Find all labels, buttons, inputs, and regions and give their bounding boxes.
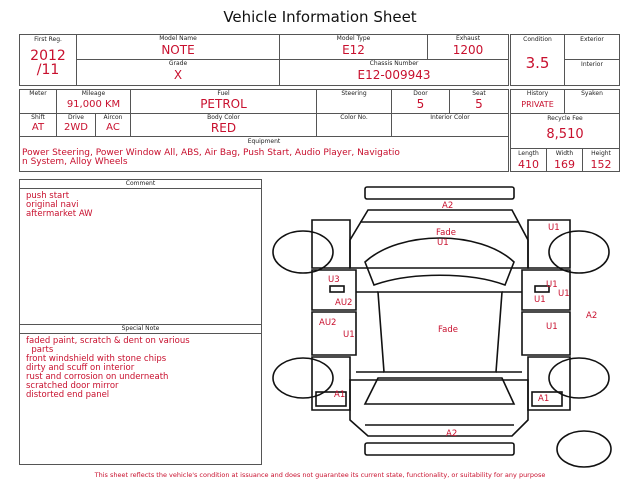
special-note-line: front windshield with stone chips <box>26 354 167 364</box>
condition-value: 3.5 <box>525 54 550 72</box>
damage-mark: A1 <box>538 394 550 404</box>
model-type-value: E12 <box>342 43 365 57</box>
steering-label: Steering <box>341 90 367 97</box>
width-label: Width <box>555 150 574 157</box>
exterior-label: Exterior <box>580 36 604 43</box>
history-label: History <box>526 90 549 97</box>
right-rear-door <box>522 312 570 355</box>
width-value: 169 <box>554 158 575 171</box>
color-no-label: Color No. <box>340 114 368 121</box>
fuel-label: Fuel <box>217 90 230 97</box>
equipment-label: Equipment <box>247 138 281 145</box>
damage-mark: U1 <box>558 289 570 299</box>
body-color-value: RED <box>210 121 237 135</box>
interior-label: Interior <box>581 61 603 68</box>
damage-mark: U1 <box>548 223 560 233</box>
aircon-value: AC <box>106 122 120 133</box>
condition-label: Condition <box>523 36 552 43</box>
rear-bumper <box>365 443 514 455</box>
first-reg-label: First Reg. <box>34 36 62 43</box>
first-reg-year: 2012 <box>30 48 66 64</box>
syaken-label: Syaken <box>581 90 603 97</box>
damage-mark: U3 <box>328 275 340 285</box>
comment-line: aftermarket AW <box>26 209 93 219</box>
comment-line: original navi <box>26 200 79 210</box>
chassis-label: Chassis Number <box>369 60 419 67</box>
height-label: Height <box>591 150 611 157</box>
grade-label: Grade <box>168 60 188 67</box>
exhaust-label: Exhaust <box>455 35 481 42</box>
disclaimer-footer: This sheet reflects the vehicle's condition at issuance and does not guarantee its current state, functionality, or suitability for any purpose <box>94 471 546 479</box>
damage-mark: A2 <box>442 201 454 211</box>
special-note-line: distorted end panel <box>26 390 110 400</box>
recycle-fee-label: Recycle Fee <box>547 115 583 122</box>
exhaust-value: 1200 <box>452 43 484 57</box>
special-note-line: scratched door mirror <box>26 381 119 391</box>
damage-mark: U1 <box>343 330 355 340</box>
page-title: Vehicle Information Sheet <box>223 8 417 26</box>
recycle-fee-value: 8,510 <box>546 127 584 142</box>
door-label: Door <box>413 90 428 97</box>
mileage-label: Mileage <box>81 90 106 97</box>
drive-label: Drive <box>68 114 84 121</box>
seat-value: 5 <box>475 97 483 111</box>
chassis-value: E12-009943 <box>357 68 431 82</box>
rear-body <box>350 380 528 436</box>
history-value: PRIVATE <box>521 100 554 109</box>
length-label: Length <box>518 150 539 157</box>
length-value: 410 <box>518 158 539 171</box>
damage-mark: U1 <box>546 280 558 290</box>
wheel-front-right <box>549 231 609 273</box>
comment-label: Comment <box>125 180 156 187</box>
drive-value: 2WD <box>64 122 88 133</box>
left-rear-fender <box>312 357 350 410</box>
equipment-line-1: Power Steering, Power Window All, ABS, Air Bag, Push Start, Audio Player, Navigatio <box>22 148 400 158</box>
damage-mark: A1 <box>334 390 346 400</box>
shift-label: Shift <box>31 114 45 121</box>
model-name-label: Model Name <box>159 35 197 42</box>
height-value: 152 <box>590 158 612 171</box>
damage-mark: AU2 <box>335 298 353 308</box>
spare-wheel <box>557 431 611 467</box>
grade-value: X <box>173 68 183 82</box>
special-note-line: faded paint, scratch & dent on various <box>26 336 190 346</box>
mileage-value: 91,000 KM <box>66 99 121 110</box>
rear-window <box>365 378 514 404</box>
special-note-line: dirty and scuff on interior <box>26 363 135 373</box>
damage-mark: AU2 <box>319 318 337 328</box>
damage-mark: U1 <box>534 295 546 305</box>
meter-label: Meter <box>29 90 47 97</box>
damage-mark: Fade <box>438 325 458 335</box>
fuel-value: PETROL <box>200 97 247 111</box>
special-note-line: parts <box>26 345 54 355</box>
shift-value: AT <box>31 122 45 133</box>
equipment-line-2: n System, Alloy Wheels <box>22 157 128 167</box>
aircon-label: Aircon <box>103 114 123 121</box>
wheel-front-left <box>273 231 333 273</box>
left-mirror <box>330 286 344 292</box>
special-note-line: rust and corrosion on underneath <box>26 372 169 382</box>
special-note-label: Special Note <box>121 325 160 332</box>
damage-mark: A2 <box>586 311 598 321</box>
comment-line: push start <box>26 191 70 201</box>
door-value: 5 <box>416 97 425 111</box>
damage-mark: Fade <box>436 228 456 238</box>
damage-mark: U1 <box>437 238 449 248</box>
damage-mark: U1 <box>546 322 558 332</box>
damage-mark: A2 <box>446 429 458 439</box>
model-type-label: Model Type <box>336 35 371 42</box>
interior-color-label: Interior Color <box>430 114 470 121</box>
seat-label: Seat <box>472 90 486 97</box>
model-name-value: NOTE <box>161 43 195 57</box>
front-bumper <box>365 187 514 199</box>
first-reg-month: /11 <box>36 62 60 78</box>
body-color-label: Body Color <box>207 114 240 121</box>
